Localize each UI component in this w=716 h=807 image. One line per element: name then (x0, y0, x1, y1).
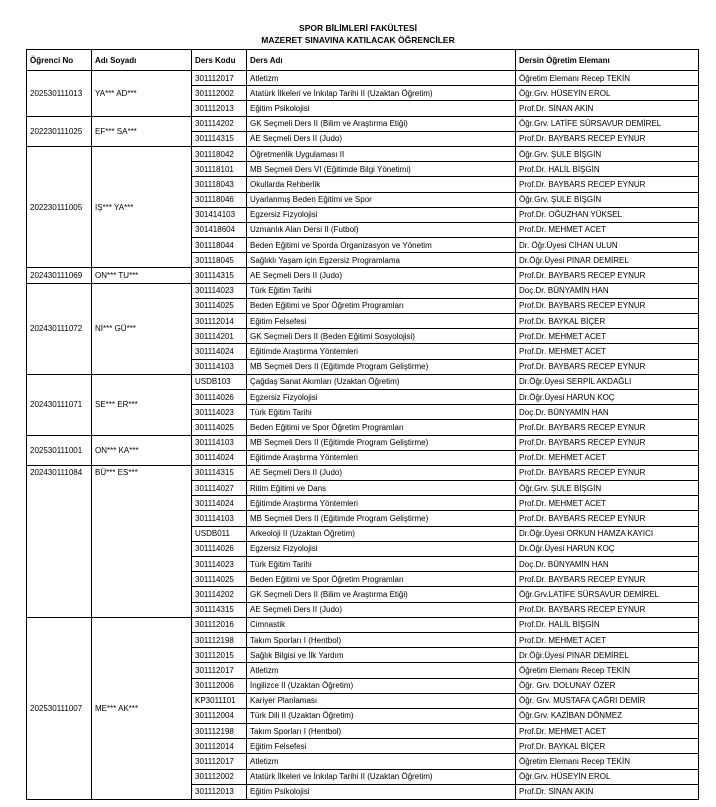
course-name-cell: Sağlık Bilgisi ve İlk Yardım (247, 648, 516, 663)
instructor-cell: Dr.Öğr.Üyesi PINAR DEMİREL (516, 648, 699, 663)
course-name-cell: Eğitim Felsefesi (247, 314, 516, 329)
instructor-cell: Prof.Dr. BAYKAL BİÇER (516, 739, 699, 754)
instructor-cell: Prof.Dr. BAYBARS RECEP EYNUR (516, 435, 699, 450)
course-name-cell: GK Seçmeli Ders II (Bilim ve Araştırma Etiği) (247, 587, 516, 602)
instructor-cell: Prof.Dr. SİNAN AKIN (516, 784, 699, 799)
course-code-cell: 301114315 (192, 131, 247, 146)
course-code-cell: 301114315 (192, 465, 247, 480)
course-name-cell: Uyarlanmış Beden Eğitimi ve Spor (247, 192, 516, 207)
course-code-cell: 301418604 (192, 222, 247, 237)
course-name-cell: Egzersiz Fizyolojisi (247, 541, 516, 556)
course-name-cell: Atletizm (247, 663, 516, 678)
table-row (27, 268, 699, 283)
course-code-cell: 301118045 (192, 253, 247, 268)
course-name-cell: AE Seçmeli Ders II (Judo) (247, 465, 516, 480)
course-name-cell: AE Seçmeli Ders II (Judo) (247, 268, 516, 283)
instructor-cell: Prof.Dr. BAYBARS RECEP EYNUR (516, 420, 699, 435)
instructor-cell: Prof.Dr. BAYBARS RECEP EYNUR (516, 268, 699, 283)
table-row (27, 116, 699, 131)
course-name-cell: GK Seçmeli Ders II (Bilim ve Araştırma Etiği) (247, 116, 516, 131)
document-subtitle: MAZERET SINAVINA KATILACAK ÖĞRENCİLER (261, 35, 455, 45)
course-code-cell: 301112002 (192, 86, 247, 101)
course-name-cell: Arkeoloji II (Uzaktan Öğretim) (247, 526, 516, 541)
instructor-cell: Prof.Dr. MEHMET ACET (516, 496, 699, 511)
course-code-cell: 301112017 (192, 71, 247, 86)
course-code-cell: 301114103 (192, 511, 247, 526)
instructor-cell: Doç.Dr. BÜNYAMİN HAN (516, 283, 699, 298)
instructor-cell: Dr. Öğr.Üyesi CİHAN ULUN (516, 238, 699, 253)
course-name-cell: Eğitimde Araştırma Yöntemleri (247, 496, 516, 511)
instructor-cell: Öğr.Grv. ŞULE BİŞGİN (516, 146, 699, 161)
document-title: SPOR BİLİMLERİ FAKÜLTESİ (299, 23, 417, 33)
instructor-cell: Öğr.Grv. ŞULE BİŞGİN (516, 192, 699, 207)
instructor-cell: Öğr.Grv. KAZİBAN DÖNMEZ (516, 708, 699, 723)
course-code-cell: 301114025 (192, 298, 247, 313)
course-name-cell: Beden Eğitimi ve Spor Öğretim Programları (247, 298, 516, 313)
course-name-cell: MB Seçmeli Ders II (Eğitimde Program Geliştirme) (247, 511, 516, 526)
course-name-cell: İngilizce II (Uzaktan Öğretim) (247, 678, 516, 693)
course-name-cell: Türk Dili II (Uzaktan Öğretim) (247, 708, 516, 723)
instructor-cell: Prof.Dr. BAYBARS RECEP EYNUR (516, 572, 699, 587)
course-code-cell: 301112198 (192, 632, 247, 647)
table-row (27, 435, 699, 450)
course-code-cell: 301114023 (192, 283, 247, 298)
course-name-cell: Atletizm (247, 754, 516, 769)
course-code-cell: 301112014 (192, 739, 247, 754)
course-name-cell: MB Seçmeli Ders II (Eğitimde Program Geliştirme) (247, 435, 516, 450)
instructor-cell: Prof.Dr. MEHMET ACET (516, 450, 699, 465)
course-name-cell: MB Seçmeli Ders VI (Eğitimde Bilgi Yönetimi) (247, 162, 516, 177)
course-code-cell: 301114315 (192, 602, 247, 617)
student-number-cell: 202530111001 (27, 435, 92, 465)
instructor-cell: Öğr.Grv.LATİFE SÜRSAVUR DEMİREL (516, 587, 699, 602)
table-row (27, 71, 699, 86)
table-row (27, 283, 699, 298)
course-code-cell: 301114024 (192, 450, 247, 465)
course-code-cell: 301118044 (192, 238, 247, 253)
instructor-cell: Prof.Dr. BAYBARS RECEP EYNUR (516, 359, 699, 374)
student-name-cell: ME*** AK*** (92, 617, 192, 799)
instructor-cell: Öğretim Elemanı Recep TEKİN (516, 663, 699, 678)
course-name-cell: Egzersiz Fizyolojisi (247, 389, 516, 404)
course-code-cell: 301112017 (192, 754, 247, 769)
instructor-cell: Prof.Dr. MEHMET ACET (516, 329, 699, 344)
course-code-cell: 301114024 (192, 344, 247, 359)
instructor-cell: Öğr.Grv. ŞULE BİŞGİN (516, 481, 699, 496)
course-code-cell: 301112002 (192, 769, 247, 784)
course-code-cell: 301114023 (192, 405, 247, 420)
course-name-cell: Ritim Eğitimi ve Dans (247, 481, 516, 496)
student-name-cell: ON*** TU*** (92, 268, 192, 283)
course-code-cell: 301118101 (192, 162, 247, 177)
column-header-course-code: Ders Kodu (192, 50, 247, 71)
course-code-cell: 301114103 (192, 359, 247, 374)
student-number-cell: 202230111025 (27, 116, 92, 146)
course-name-cell: Cimnastik (247, 617, 516, 632)
course-code-cell: 301114024 (192, 496, 247, 511)
column-header-name: Adı Soyadı (92, 50, 192, 71)
course-name-cell: Beden Eğitimi ve Sporda Organizasyon ve Yönetim (247, 238, 516, 253)
course-code-cell: 301114202 (192, 116, 247, 131)
student-name-cell: IŞ*** YA*** (92, 146, 192, 268)
course-code-cell: 301112006 (192, 678, 247, 693)
course-code-cell: 301114026 (192, 389, 247, 404)
course-name-cell: AE Seçmeli Ders II (Judo) (247, 131, 516, 146)
student-number-cell: 202430111071 (27, 374, 92, 435)
course-code-cell: 301114025 (192, 420, 247, 435)
course-name-cell: Eğitim Psikolojisi (247, 101, 516, 116)
course-code-cell: 301114202 (192, 587, 247, 602)
instructor-cell: Dr.Öğr.Üyesi SERPİL AKDAĞLI (516, 374, 699, 389)
instructor-cell: Doç.Dr. BÜNYAMİN HAN (516, 405, 699, 420)
instructor-cell: Dr.Öğr.Üyesi HARUN KOÇ (516, 389, 699, 404)
students-table (26, 49, 699, 800)
course-name-cell: Atletizm (247, 71, 516, 86)
instructor-cell: Prof.Dr. BAYBARS RECEP EYNUR (516, 298, 699, 313)
student-name-cell: BÜ*** ES*** (92, 465, 192, 617)
student-number-cell: 202230111005 (27, 146, 92, 268)
course-name-cell: Türk Eğitim Tarihi (247, 557, 516, 572)
table-row (27, 617, 699, 632)
student-number-cell: 202430111069 (27, 268, 92, 283)
student-name-cell: ON*** KA*** (92, 435, 192, 465)
instructor-cell: Öğretim Elemanı Recep TEKİN (516, 71, 699, 86)
instructor-cell: Öğr.Grv. HÜSEYİN EROL (516, 86, 699, 101)
instructor-cell: Prof.Dr. BAYKAL BİÇER (516, 314, 699, 329)
instructor-cell: Prof.Dr. BAYBARS RECEP EYNUR (516, 131, 699, 146)
column-header-course-name: Ders Adı (247, 50, 516, 71)
course-name-cell: Öğretmenlik Uygulaması II (247, 146, 516, 161)
instructor-cell: Prof.Dr. HALİL BİŞGİN (516, 617, 699, 632)
course-name-cell: Eğitimde Araştırma Yöntemleri (247, 344, 516, 359)
course-code-cell: 301114201 (192, 329, 247, 344)
course-code-cell: 301112013 (192, 101, 247, 116)
instructor-cell: Prof.Dr. SİNAN AKIN (516, 101, 699, 116)
student-number-cell: 202430111084 (27, 465, 92, 617)
instructor-cell: Prof.Dr. BAYBARS RECEP EYNUR (516, 465, 699, 480)
course-name-cell: Sağlıklı Yaşam için Egzersiz Programlama (247, 253, 516, 268)
course-code-cell: 301114025 (192, 572, 247, 587)
student-number-cell: 202530111013 (27, 71, 92, 117)
student-name-cell: EF*** SA*** (92, 116, 192, 146)
course-code-cell: 301114023 (192, 557, 247, 572)
instructor-cell: Prof.Dr. MEHMET ACET (516, 632, 699, 647)
instructor-cell: Prof.Dr. MEHMET ACET (516, 222, 699, 237)
course-name-cell: Takım Sporları I (Hentbol) (247, 632, 516, 647)
course-name-cell: Atatürk İlkeleri ve İnkılap Tarihi II (Uzaktan Öğretim) (247, 86, 516, 101)
course-name-cell: MB Seçmeli Ders II (Eğitimde Program Geliştirme) (247, 359, 516, 374)
instructor-cell: Prof.Dr. HALİL BİŞGİN (516, 162, 699, 177)
course-name-cell: Egzersiz Fizyolojisi (247, 207, 516, 222)
course-code-cell: 301112015 (192, 648, 247, 663)
student-name-cell: Nİ*** GÜ*** (92, 283, 192, 374)
course-code-cell: 301112016 (192, 617, 247, 632)
course-name-cell: Takım Sporları I (Hentbol) (247, 724, 516, 739)
course-name-cell: Uzmanlık Alan Dersi II (Futbol) (247, 222, 516, 237)
table-body (27, 71, 699, 800)
instructor-cell: Prof.Dr. BAYBARS RECEP EYNUR (516, 511, 699, 526)
instructor-cell: Dr.Öğr.Üyesi PINAR DEMİREL (516, 253, 699, 268)
instructor-cell: Prof.Dr. OĞUZHAN YÜKSEL (516, 207, 699, 222)
instructor-cell: Prof.Dr. BAYBARS RECEP EYNUR (516, 177, 699, 192)
course-code-cell: 301114026 (192, 541, 247, 556)
table-header-row (27, 50, 699, 71)
instructor-cell: Öğr.Grv. HÜSEYİN EROL (516, 769, 699, 784)
course-name-cell: Atatürk İlkeleri ve İnkılap Tarihi II (Uzaktan Öğretim) (247, 769, 516, 784)
instructor-cell: Dr.Öğr.Üyesi HARUN KOÇ (516, 541, 699, 556)
course-code-cell: 301118046 (192, 192, 247, 207)
instructor-cell: Öğr. Grv. MUSTAFA ÇAĞRI DEMİR (516, 693, 699, 708)
column-header-student-no: Öğrenci No (27, 50, 92, 71)
instructor-cell: Öğr.Grv. LATİFE SÜRSAVUR DEMİREL (516, 116, 699, 131)
instructor-cell: Prof.Dr. MEHMET ACET (516, 344, 699, 359)
course-code-cell: 301114103 (192, 435, 247, 450)
student-name-cell: SE*** ER*** (92, 374, 192, 435)
course-name-cell: Eğitim Psikolojisi (247, 784, 516, 799)
instructor-cell: Doç.Dr. BÜNYAMİN HAN (516, 557, 699, 572)
student-number-cell: 202430111072 (27, 283, 92, 374)
course-code-cell: 301114027 (192, 481, 247, 496)
course-code-cell: 301112013 (192, 784, 247, 799)
course-code-cell: 301112198 (192, 724, 247, 739)
student-number-cell: 202530111007 (27, 617, 92, 799)
course-name-cell: AE Seçmeli Ders II (Judo) (247, 602, 516, 617)
column-header-instructor: Dersin Öğretim Elemanı (516, 50, 699, 71)
course-name-cell: Eğitim Felsefesi (247, 739, 516, 754)
instructor-cell: Prof.Dr. MEHMET ACET (516, 724, 699, 739)
instructor-cell: Dr.Öğr.Üyesi ORKUN HAMZA KAYICI (516, 526, 699, 541)
course-name-cell: Türk Eğitim Tarihi (247, 283, 516, 298)
course-name-cell: GK Seçmeli Ders II (Beden Eğitimi Sosyolojisi) (247, 329, 516, 344)
course-code-cell: 301118043 (192, 177, 247, 192)
course-code-cell: 301114315 (192, 268, 247, 283)
course-name-cell: Türk Eğitim Tarihi (247, 405, 516, 420)
course-code-cell: 301112004 (192, 708, 247, 723)
course-name-cell: Eğitimde Araştırma Yöntemleri (247, 450, 516, 465)
table-row (27, 465, 699, 480)
course-code-cell: 301118042 (192, 146, 247, 161)
instructor-cell: Öğretim Elemanı Recep TEKİN (516, 754, 699, 769)
student-name-cell: YA*** AD*** (92, 71, 192, 117)
instructor-cell: Öğr. Grv. DOLUNAY ÖZER (516, 678, 699, 693)
course-code-cell: KP3011101 (192, 693, 247, 708)
course-code-cell: 301112014 (192, 314, 247, 329)
course-name-cell: Beden Eğitimi ve Spor Öğretim Programları (247, 420, 516, 435)
course-name-cell: Okullarda Rehberlik (247, 177, 516, 192)
course-code-cell: USDB103 (192, 374, 247, 389)
table-row (27, 146, 699, 161)
course-code-cell: 301112017 (192, 663, 247, 678)
course-code-cell: 301414103 (192, 207, 247, 222)
instructor-cell: Prof.Dr. BAYBARS RECEP EYNUR (516, 602, 699, 617)
course-name-cell: Beden Eğitimi ve Spor Öğretim Programları (247, 572, 516, 587)
course-name-cell: Çağdaş Sanat Akımları (Uzaktan Öğretim) (247, 374, 516, 389)
course-name-cell: Kariyer Planlaması (247, 693, 516, 708)
table-row (27, 374, 699, 389)
course-code-cell: USDB011 (192, 526, 247, 541)
